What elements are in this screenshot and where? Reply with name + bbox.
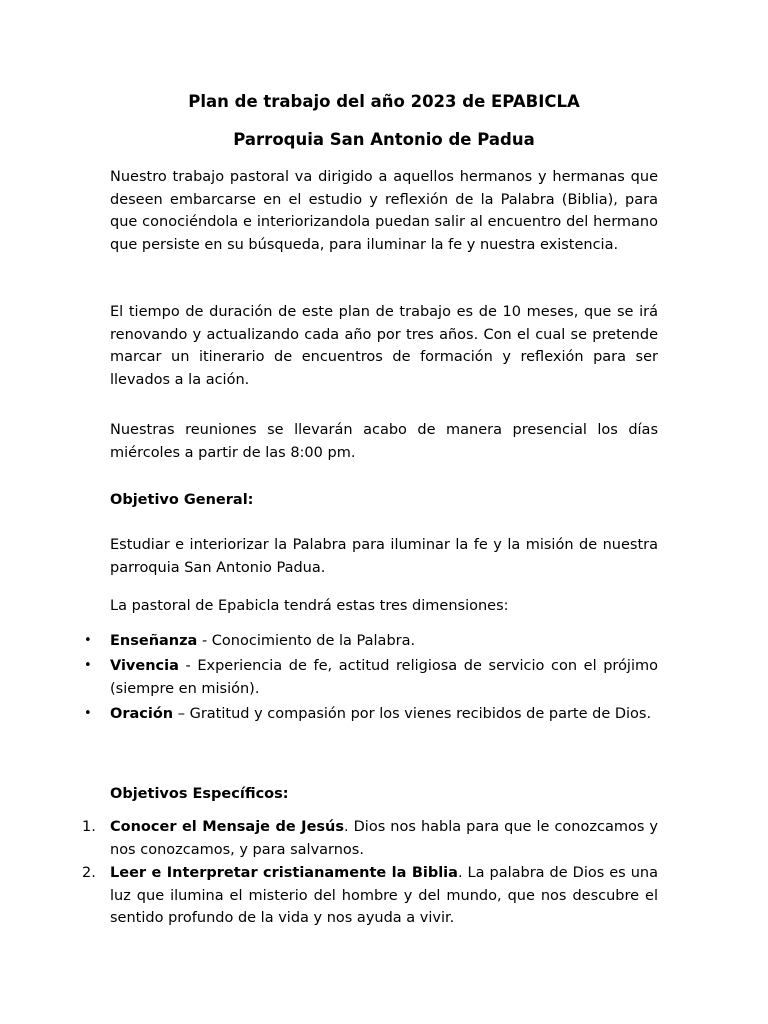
list-item (82, 862, 658, 930)
bullet-icon: • (84, 633, 92, 648)
list-item (82, 816, 658, 861)
bullet-icon: • (84, 658, 92, 673)
dimension-term: Enseñanza (110, 633, 198, 649)
intro-paragraph: Nuestro trabajo pastoral va dirigido a aquellos hermanos y hermanas que deseen embarcarse en el estudio y reflexión de la Palabra (Biblia), para que conociéndola e interiorizandola puedan salir al encuentro del hermano que persiste en su búsqueda, para iluminar la fe y nuestra existencia. (110, 169, 658, 253)
general-objective-heading: Objetivo General: (110, 492, 254, 508)
list-item (84, 655, 658, 700)
bullet-icon: • (84, 706, 92, 721)
objective-term: Conocer el Mensaje de Jesús (110, 819, 344, 835)
document-title: Plan de trabajo del año 2023 de EPABICLA (188, 92, 580, 111)
dimension-term: Oración (110, 706, 174, 722)
dimension-term: Vivencia (110, 658, 179, 674)
dimension-description: - Conocimiento de la Palabra. (197, 633, 416, 649)
dimension-description: – Gratitud y compasión por los vienes recibidos de parte de Dios. (173, 706, 652, 722)
meetings-paragraph: Nuestras reuniones se llevarán acabo de manera presencial los días miércoles a partir de las 8:00 pm. (110, 422, 658, 461)
dimension-description: - Experiencia de fe, actitud religiosa de servicio con el prójimo (siempre en misión). (110, 658, 658, 697)
document-subtitle: Parroquia San Antonio de Padua (233, 130, 535, 149)
general-objective-text: Estudiar e interiorizar la Palabra para iluminar la fe y la misión de nuestra parroquia San Antonio Padua. (110, 537, 658, 576)
objective-description: . La palabra de Dios es una luz que ilumina el misterio del hombre y del mundo, que nos descubre el sentido profundo de la vida y nos ayuda a vivir. (110, 865, 658, 927)
specific-objectives-heading: Objetivos Específicos: (110, 786, 289, 802)
objective-term: Leer e Interpretar cristianamente la Biblia (110, 865, 458, 881)
duration-paragraph: El tiempo de duración de este plan de trabajo es de 10 meses, que se irá renovando y actualizando cada año por tres años. Con el cual se pretende marcar un itinerario de encuentros de formación y reflexión para ser llevados a la ación. (110, 304, 658, 388)
list-number: 2. (82, 865, 96, 881)
list-number: 1. (82, 819, 96, 835)
list-item (84, 630, 658, 653)
list-item (84, 703, 658, 726)
objective-description: . Dios nos habla para que le conozcamos y nos conozcamos, y para salvarnos. (110, 819, 658, 858)
dimensions-intro: La pastoral de Epabicla tendrá estas tres dimensiones: (110, 598, 509, 614)
